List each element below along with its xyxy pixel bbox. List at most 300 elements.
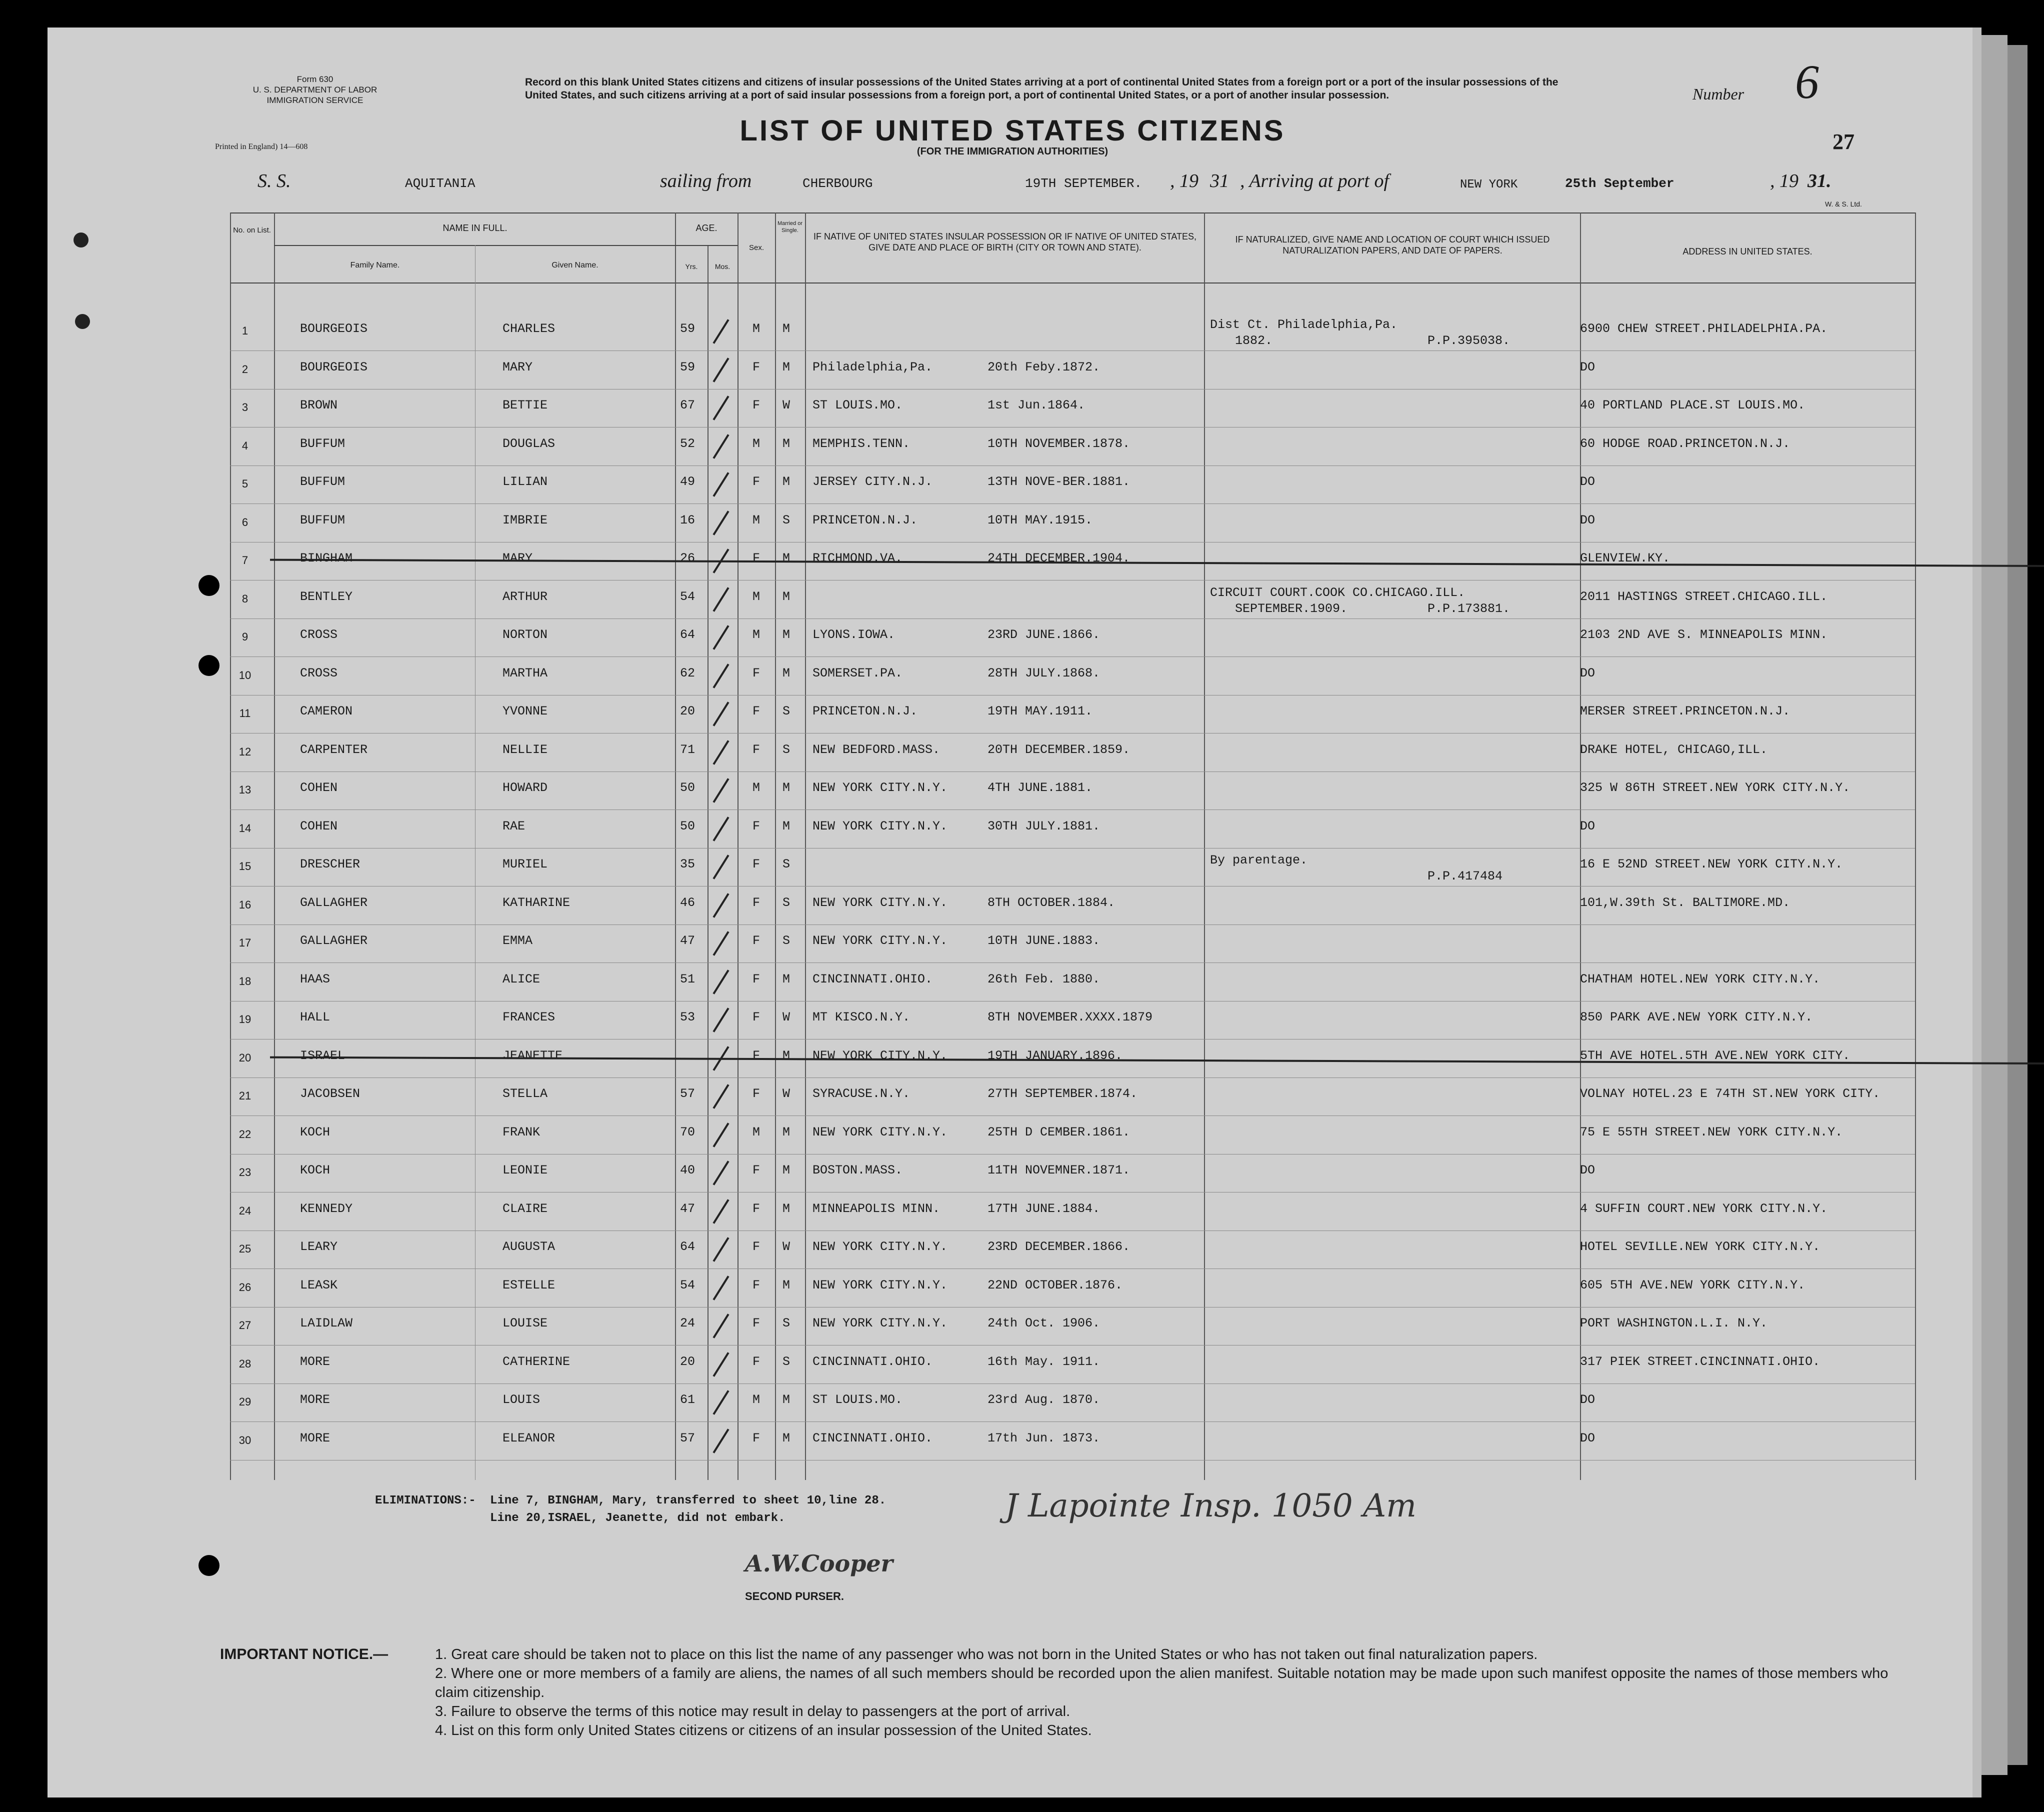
marital-status: M [782,589,790,604]
sex: M [752,628,760,642]
check-mark [712,434,729,459]
printer-mark: W. & S. Ltd. [1825,200,1862,208]
table-row [230,618,1915,657]
sex: F [752,1048,760,1063]
birth-date: 25TH D CEMBER.1861. [988,1124,1130,1140]
header-sex: Sex. [748,244,764,252]
marital-status: M [782,1048,790,1063]
marital-status: M [782,322,790,336]
check-mark [712,358,729,382]
given-name: LILIAN [502,474,548,489]
us-address: DO [1580,666,1596,680]
birth-date: 10TH JUNE.1883. [988,934,1100,948]
us-address: 60 HODGE ROAD.PRINCETON.N.J. [1580,436,1790,451]
marital-status: M [782,818,790,834]
marital-status: M [782,972,790,986]
row-number: 25 [238,1242,252,1255]
sex: F [752,398,760,412]
table-row [230,351,1915,390]
us-address: 2103 2ND AVE S. MINNEAPOLIS MINN. [1580,628,1828,642]
birth-date: 11TH NOVEMNER.1871. [988,1163,1130,1178]
sex: F [752,704,760,718]
us-address: 16 E 52ND STREET.NEW YORK CITY.N.Y. [1580,857,1843,872]
sex: F [752,1278,760,1292]
us-address: VOLNAY HOTEL.23 E 74TH ST.NEW YORK CITY. [1580,1086,1880,1101]
naturalization-date: SEPTEMBER.1909. [1235,601,1348,616]
us-address: DRAKE HOTEL, CHICAGO,ILL. [1580,742,1768,757]
age-years: 46 [680,895,696,910]
family-name: BUFFUM [300,436,346,451]
page-number: 27 [1832,130,1854,154]
birth-date: 17th Jun. 1873. [988,1430,1100,1446]
row-number: 22 [238,1128,252,1140]
marital-status: S [782,857,790,872]
birth-date: 23RD DECEMBER.1866. [988,1240,1130,1254]
row-number: 13 [238,784,252,796]
marital-status: M [782,780,790,795]
family-name: HAAS [300,972,330,986]
given-name: MARY [502,360,533,374]
birth-date: 24TH DECEMBER.1904. [988,551,1130,566]
age-years: 62 [680,666,696,680]
page-stack-edge [1978,35,2008,1775]
table-row [230,1154,1915,1192]
given-name: NELLIE [502,742,548,757]
marital-status: S [782,934,790,948]
us-address: 317 PIEK STREET.CINCINNATI.OHIO. [1580,1354,1820,1369]
family-name: ISRAEL [300,1048,346,1063]
family-name: HALL [300,1010,330,1024]
table-row [230,657,1915,696]
row-number: 23 [238,1166,252,1178]
age-years: 71 [680,742,696,757]
table-top-rule [230,212,1915,214]
given-name: JEANETTE [502,1048,563,1063]
check-mark [712,1122,729,1148]
sex: M [752,512,760,528]
naturalization-court: By parentage. [1210,853,1308,868]
sex: M [752,780,760,795]
row-number: 2 [242,362,248,376]
marital-status: S [782,1316,790,1330]
eliminations-label: ELIMINATIONS:- [375,1494,476,1508]
ship-name: AQUITANIA [405,176,476,191]
given-name: MARY [502,551,533,566]
family-name: BINGHAM [300,551,353,566]
check-mark [712,816,729,842]
sex: F [752,1086,760,1101]
family-name: BUFFUM [300,512,346,528]
given-name: CHARLES [502,322,556,336]
us-address: PORT WASHINGTON.L.I. N.Y. [1580,1316,1768,1330]
notice-item-4: 4. List on this form only United States citizens or citizens of an insular possession of the United States. [435,1722,1092,1738]
header-address: ADDRESS IN UNITED STATES. [1682,246,1812,256]
row-number: 6 [242,516,248,528]
birth-date: 20TH DECEMBER.1859. [988,742,1130,757]
printed-note: Printed in England) 14—608 [215,142,308,151]
age-years: 50 [680,818,696,834]
table-right-rule [1915,212,1916,1480]
us-address: GLENVIEW.KY. [1580,551,1670,566]
age-years: 40 [680,1163,696,1178]
inspector-signature: J Lapointe Insp. 1050 Am [1005,1488,1416,1524]
birth-date: 13TH NOVE-BER.1881. [988,474,1130,489]
row-number: 30 [238,1434,252,1446]
marital-status: S [782,512,790,528]
given-name: ELEANOR [502,1430,556,1446]
age-years: 61 [680,1392,696,1407]
check-mark [712,587,729,612]
punch-hole [198,1555,220,1576]
birth-place: ST LOUIS.MO. [812,1392,903,1407]
age-years: 51 [680,972,696,986]
check-mark [712,970,729,994]
age-years: 26 [680,551,696,566]
family-name: DRESCHER [300,857,360,872]
sex: M [752,436,760,451]
sex: M [752,322,760,336]
us-address: HOTEL SEVILLE.NEW YORK CITY.N.Y. [1580,1240,1820,1254]
sex: F [752,1240,760,1254]
naturalization-court: Dist Ct. Philadelphia,Pa. [1210,318,1398,332]
table-header-rule [230,282,1915,284]
age-years: 54 [680,1278,696,1292]
us-address: CHATHAM HOTEL.NEW YORK CITY.N.Y. [1580,972,1820,986]
sex: F [752,1354,760,1369]
us-address: 6900 CHEW STREET.PHILADELPHIA.PA. [1580,322,1828,336]
header-birth: IF NATIVE OF UNITED STATES INSULAR POSSESSION OR IF NATIVE OF UNITED STATES, GIVE DATE AND PLACE OF BIRTH (CITY OR TOWN AND STATE). [813,232,1197,252]
strike-through-line [270,559,2044,568]
birth-place: NEW YORK CITY.N.Y. [812,1316,948,1330]
sail-year: 31 [1210,170,1229,192]
age-years: 57 [680,1086,696,1101]
marital-status: W [782,1010,790,1024]
check-mark [712,625,729,650]
marital-status: M [782,628,790,642]
age-years: 59 [680,360,696,374]
punch-hole [198,655,220,676]
passport-number: P.P.417484 [1428,869,1503,884]
row-number: 20 [238,1051,252,1064]
marital-status: M [782,1163,790,1178]
check-mark [712,893,729,918]
table-row [230,734,1915,772]
birth-date: 16th May. 1911. [988,1354,1100,1369]
check-mark [712,854,729,880]
table-row [230,1116,1915,1154]
given-name: YVONNE [502,704,548,718]
family-name: MORE [300,1392,330,1407]
elimination-line-1: Line 7, BINGHAM, Mary, transferred to sheet 10,line 28. [490,1494,886,1508]
birth-place: RICHMOND.VA. [812,551,903,566]
row-number: 28 [238,1357,252,1370]
header-naturalized: IF NATURALIZED, GIVE NAME AND LOCATION OF COURT WHICH ISSUED NATURALIZATION PAPERS, AND DATE OF PAPERS. [1235,234,1550,256]
passport-number: P.P.173881. [1428,601,1510,616]
birth-place: NEW YORK CITY.N.Y. [812,1048,948,1063]
age-years: 16 [680,512,696,528]
birth-place: PRINCETON.N.J. [812,704,918,718]
marital-status: M [782,666,790,680]
check-mark [712,510,729,536]
family-name: BOURGEOIS [300,322,368,336]
notice-item-3: 3. Failure to observe the terms of this notice may result in delay to passengers at the port of arrival. [435,1704,1070,1720]
check-mark [712,396,729,420]
birth-date: 8TH OCTOBER.1884. [988,895,1116,910]
birth-place: NEW YORK CITY.N.Y. [812,1124,948,1140]
given-name: FRANK [502,1124,540,1140]
row-number: 26 [238,1280,252,1294]
sex: F [752,895,760,910]
check-mark [712,778,729,803]
notice-lead: IMPORTANT NOTICE.— [220,1646,388,1662]
arrival-date: 25th September [1565,176,1674,191]
punch-hole [198,575,220,596]
us-address: DO [1580,360,1596,374]
marital-status: M [782,1201,790,1216]
us-address: DO [1580,1392,1596,1407]
row-number: 8 [242,592,248,605]
birth-place: CINCINNATI.OHIO. [812,1430,933,1446]
header-yrs: Yrs. [685,262,698,270]
table-row [230,1384,1915,1422]
sailing-label: sailing from [660,170,752,192]
age-years: 49 [680,474,696,489]
check-mark [712,1314,729,1338]
family-name: CAMERON [300,704,353,718]
check-mark [712,702,729,726]
birth-place: NEW YORK CITY.N.Y. [812,1278,948,1292]
us-address: DO [1580,818,1596,834]
age-years: 50 [680,780,696,795]
table-row [230,695,1915,734]
arrival-year: 31. [1808,170,1832,192]
given-name: LOUIS [502,1392,540,1407]
us-address: DO [1580,1430,1596,1446]
sex: F [752,1010,760,1024]
birth-date: 19TH MAY.1911. [988,704,1093,718]
row-number: 9 [242,630,248,643]
marital-status: M [782,1124,790,1140]
us-address: 101,W.39th St. BALTIMORE.MD. [1580,895,1790,910]
family-name: BUFFUM [300,474,346,489]
birth-place: CINCINNATI.OHIO. [812,972,933,986]
birth-place: SOMERSET.PA. [812,666,903,680]
header-given: Given Name. [552,261,598,270]
given-name: LEONIE [502,1163,548,1178]
sex: F [752,474,760,489]
us-address: 40 PORTLAND PLACE.ST LOUIS.MO. [1580,398,1806,412]
table-row [230,924,1915,963]
birth-place: NEW YORK CITY.N.Y. [812,780,948,795]
punch-hole [75,314,90,329]
ss-label: S. S. [258,170,291,192]
birth-place: MINNEAPOLIS MINN. [812,1201,940,1216]
sex: F [752,666,760,680]
table-row [230,1422,1915,1460]
table-row [230,542,1915,580]
birth-date: 4TH JUNE.1881. [988,780,1093,795]
birth-place: NEW YORK CITY.N.Y. [812,934,948,948]
birth-place: MEMPHIS.TENN. [812,436,910,451]
row-number: 10 [238,668,252,682]
family-name: BOURGEOIS [300,360,368,374]
birth-place: JERSEY CITY.N.J. [812,474,933,489]
family-name: COHEN [300,780,338,795]
table-row [230,1078,1915,1116]
family-name: BROWN [300,398,338,412]
marital-status: M [782,1278,790,1292]
number-label: Number [1692,85,1744,103]
header-name: NAME IN FULL. [442,223,508,233]
given-name: CATHERINE [502,1354,570,1369]
family-name: MORE [300,1354,330,1369]
sex: F [752,742,760,757]
age-years: 64 [680,628,696,642]
naturalization-date: 1882. [1235,334,1273,348]
form-instructions: Record on this blank United States citizens and citizens of insular possessions of the United States arriving at a port of continental United States from a foreign port or a port of the insular possessions of the United States, and such citizens arriving at a port of said insular possessions from a foreign port, a port of continental United States, or a port of another insular possession. [525,76,1558,101]
check-mark [712,1160,729,1186]
purser-title: SECOND PURSER. [745,1590,844,1602]
given-name: HOWARD [502,780,548,795]
naturalization-court: CIRCUIT COURT.COOK CO.CHICAGO.ILL. [1210,585,1466,600]
given-name: AUGUSTA [502,1240,556,1254]
marital-status: S [782,742,790,757]
important-notice [220,1645,1920,1738]
given-name: EMMA [502,934,533,948]
check-mark [712,1084,729,1109]
row-number: 5 [242,478,248,490]
age-years: 47 [680,934,696,948]
family-name: GALLAGHER [300,934,368,948]
us-address: MERSER STREET.PRINCETON.N.J. [1580,704,1790,718]
row-number: 1 [242,324,248,337]
us-address: DO [1580,1163,1596,1178]
arriving-label: , Arriving at port of [1240,170,1390,192]
birth-date: 24th Oct. 1906. [988,1316,1100,1330]
check-mark [712,1237,729,1262]
family-name: GALLAGHER [300,895,368,910]
given-name: IMBRIE [502,512,548,528]
birth-place: NEW YORK CITY.N.Y. [812,895,948,910]
age-years: 64 [680,1240,696,1254]
table-row [230,428,1915,466]
header-age: AGE. [696,223,718,233]
age-years: 70 [680,1124,696,1140]
table-row [230,389,1915,428]
sex: F [752,1163,760,1178]
birth-place: LYONS.IOWA. [812,628,896,642]
sex: F [752,1430,760,1446]
birth-date: 17TH JUNE.1884. [988,1201,1100,1216]
table-row [230,963,1915,1002]
arrival-port: NEW YORK [1460,178,1518,192]
given-name: NORTON [502,628,548,642]
table-row [230,1307,1915,1346]
row-number: 21 [238,1090,252,1102]
given-name: BETTIE [502,398,548,412]
birth-date: 26th Feb. 1880. [988,972,1100,986]
us-address: 75 E 55TH STREET.NEW YORK CITY.N.Y. [1580,1124,1843,1140]
birth-date: 19TH JANUARY.1896. [988,1048,1123,1063]
number-value: 6 [1795,55,1819,108]
purser-signature: A.W.Cooper [745,1550,893,1577]
birth-date: 28TH JULY.1868. [988,666,1100,680]
form-id-block [245,74,385,106]
check-mark [712,1390,729,1415]
birth-date: 20th Febу.1872. [988,360,1100,374]
sex: M [752,1392,760,1407]
birth-date: 1st Jun.1864. [988,398,1086,412]
age-years: 59 [680,322,696,336]
header-married: Married or Single. [777,220,803,234]
birth-place: CINCINNATI.OHIO. [812,1354,933,1369]
sex: M [752,1124,760,1140]
age-years: 67 [680,398,696,412]
passport-number: P.P.395038. [1428,334,1510,348]
row-number: 15 [238,860,252,872]
birth-place: NEW BEDFORD.MASS. [812,742,940,757]
header-no: No. on List. [233,226,271,234]
us-address: 605 5TH AVE.NEW YORK CITY.N.Y. [1580,1278,1806,1292]
check-mark [712,319,729,344]
elimination-line-2: Line 20,ISRAEL, Jeanette, did not embark. [490,1512,786,1525]
birth-date: 30TH JULY.1881. [988,818,1100,834]
family-name: COHEN [300,818,338,834]
table-row [230,312,1915,351]
given-name: LOUISE [502,1316,548,1330]
age-years: 20 [680,704,696,718]
given-name: STELLA [502,1086,548,1101]
row-number: 24 [238,1204,252,1217]
marital-status: M [782,551,790,566]
age-years: 47 [680,1201,696,1216]
check-mark [712,1352,729,1377]
family-name: MORE [300,1430,330,1446]
family-name: CARPENTER [300,742,368,757]
sail-year-prefix: , 19 [1170,170,1198,192]
sex: F [752,551,760,566]
service: IMMIGRATION SERVICE [266,96,364,105]
age-years: 35 [680,857,696,872]
birth-date: 23RD JUNE.1866. [988,628,1100,642]
given-name: MARTHA [502,666,548,680]
sex: M [752,589,760,604]
us-address: 850 PARK AVE.NEW YORK CITY.N.Y. [1580,1010,1813,1024]
family-name: KENNEDY [300,1201,353,1216]
marital-status: W [782,1240,790,1254]
birth-place: Philadelphia,Pa. [812,360,933,374]
table-row [230,886,1915,925]
row-number: 11 [239,707,251,720]
sex: F [752,934,760,948]
notice-item-2: 2. Where one or more members of a family are aliens, the names of all such members should be recorded upon the alien manifest. Suitable notation may be made upon such manifest opposite the names of those members who claim citizenship. [435,1666,1888,1700]
marital-status: W [782,398,790,412]
birth-date: 10TH MAY.1915. [988,512,1093,528]
notice-item-1: 1. Great care should be taken not to place on this list the name of any passenger who was not born in the United States or who has not taken out final naturalization papers. [435,1646,1538,1662]
table-row [230,1001,1915,1040]
age-years: 57 [680,1430,696,1446]
page-subtitle: (FOR THE IMMIGRATION AUTHORITIES) [916,146,1108,157]
sex: F [752,360,760,374]
table-row [230,772,1915,810]
department: U. S. DEPARTMENT OF LABOR [252,85,378,94]
given-name: ARTHUR [502,589,548,604]
arrival-year-prefix: , 19 [1770,170,1798,192]
header-mos: Mos. [714,262,730,270]
given-name: ALICE [502,972,540,986]
birth-place: NEW YORK CITY.N.Y. [812,818,948,834]
given-name: ESTELLE [502,1278,556,1292]
